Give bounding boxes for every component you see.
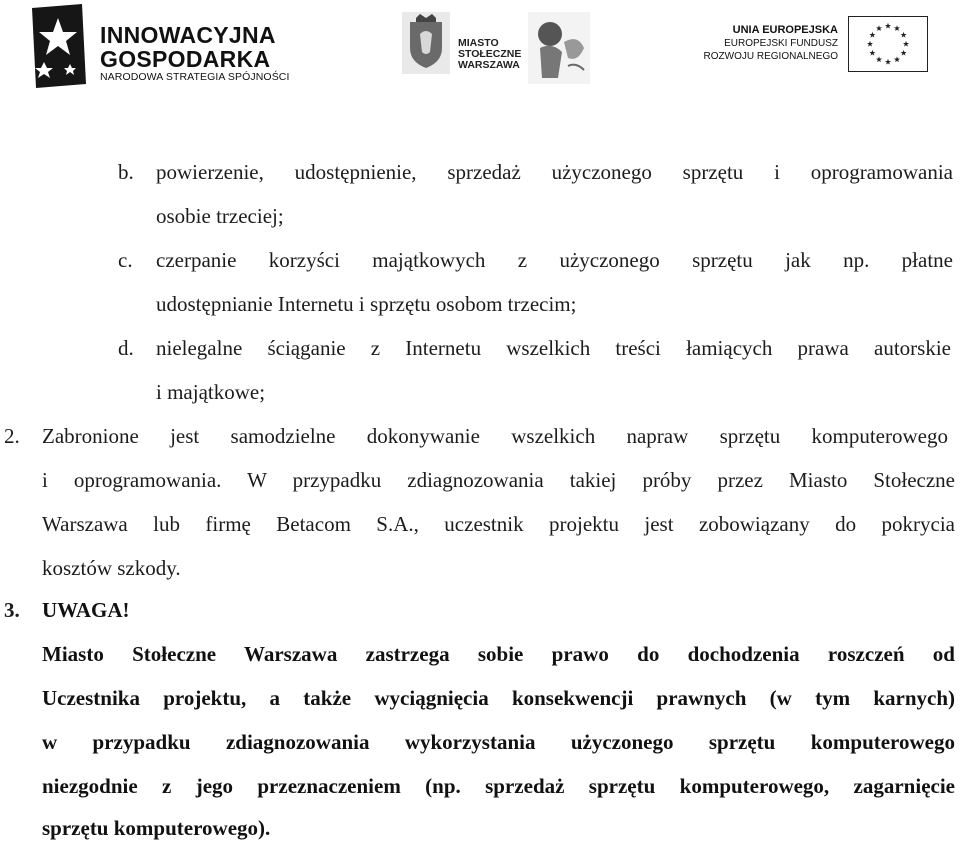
point-3-line1: Miasto Stołeczne Warszawa zastrzega sobie prawo do dochodzenia roszczeń od	[42, 642, 955, 666]
list-marker-c: c.	[118, 248, 133, 272]
point-3-line2: Uczestnika projektu, a także wyciągnięcia konsekwencji prawnych (w tym karnych)	[42, 686, 955, 710]
list-item-b-line1: powierzenie, udostępnienie, sprzedaż użyczonego sprzętu i oprogramowania	[156, 160, 953, 184]
warszawa-logo	[400, 12, 590, 84]
point-3-line3: w przypadku zdiagnozowania wykorzystania użyczonego sprzętu komputerowego	[42, 730, 955, 754]
point-2-line3: Warszawa lub firmę Betacom S.A., uczestnik projektu jest zobowiązany do pokrycia	[42, 512, 955, 536]
unia-europejska-text: UNIA EUROPEJSKA	[732, 24, 838, 36]
list-marker-d: d.	[118, 336, 134, 360]
list-marker-b: b.	[118, 160, 134, 184]
innowacyjna-title: INNOWACYJNA	[100, 22, 276, 48]
mascot-figure-icon	[528, 12, 590, 84]
eu-flag-icon	[848, 16, 928, 72]
point-3-marker: 3.	[4, 598, 20, 622]
list-item-c-line2: udostępnianie Internetu i sprzętu osobom trzecim;	[156, 292, 577, 316]
eu-text	[700, 24, 838, 63]
rozwoju-text: ROZWOJU REGIONALNEGO	[703, 51, 838, 62]
innowacyjna-star-icon	[26, 4, 90, 88]
list-item-c-line1: czerpanie korzyści majątkowych z użyczonego sprzętu jak np. płatne	[156, 248, 953, 272]
page-header	[0, 0, 960, 100]
point-3-heading: UWAGA!	[42, 598, 130, 622]
warszawa-text	[458, 38, 521, 71]
point-2-line4: kosztów szkody.	[42, 556, 181, 580]
miasto-text: MIASTO	[458, 37, 499, 49]
warszawa-name-text: WARSZAWA	[458, 59, 520, 71]
warszawa-coat-of-arms-icon	[400, 12, 452, 74]
strategia-subtitle: NARODOWA STRATEGIA SPÓJNOŚCI	[100, 71, 290, 83]
point-2-marker: 2.	[4, 424, 20, 448]
point-2-line1: Zabronione jest samodzielne dokonywanie wszelkich napraw sprzętu komputerowego	[42, 424, 948, 448]
point-3-line4: niezgodnie z jego przeznaczeniem (np. sprzedaż sprzętu komputerowego, zagarnięcie	[42, 774, 955, 798]
gospodarka-title: GOSPODARKA	[100, 46, 271, 72]
stoleczne-text: STOŁECZNE	[458, 48, 522, 60]
unia-europejska-logo	[700, 16, 930, 76]
point-2-line2: i oprogramowania. W przypadku zdiagnozowania takiej próby przez Miasto Stołeczne	[42, 468, 955, 492]
fundusz-text: EUROPEJSKI FUNDUSZ	[724, 38, 838, 49]
list-item-d-line2: i majątkowe;	[156, 380, 266, 404]
list-item-b-line2: osobie trzeciej;	[156, 204, 284, 228]
point-3-line5: sprzętu komputerowego).	[42, 816, 271, 840]
innowacyjna-gospodarka-logo	[26, 4, 296, 88]
list-item-d-line1: nielegalne ściąganie z Internetu wszelkich treści łamiących prawa autorskie	[156, 336, 951, 360]
